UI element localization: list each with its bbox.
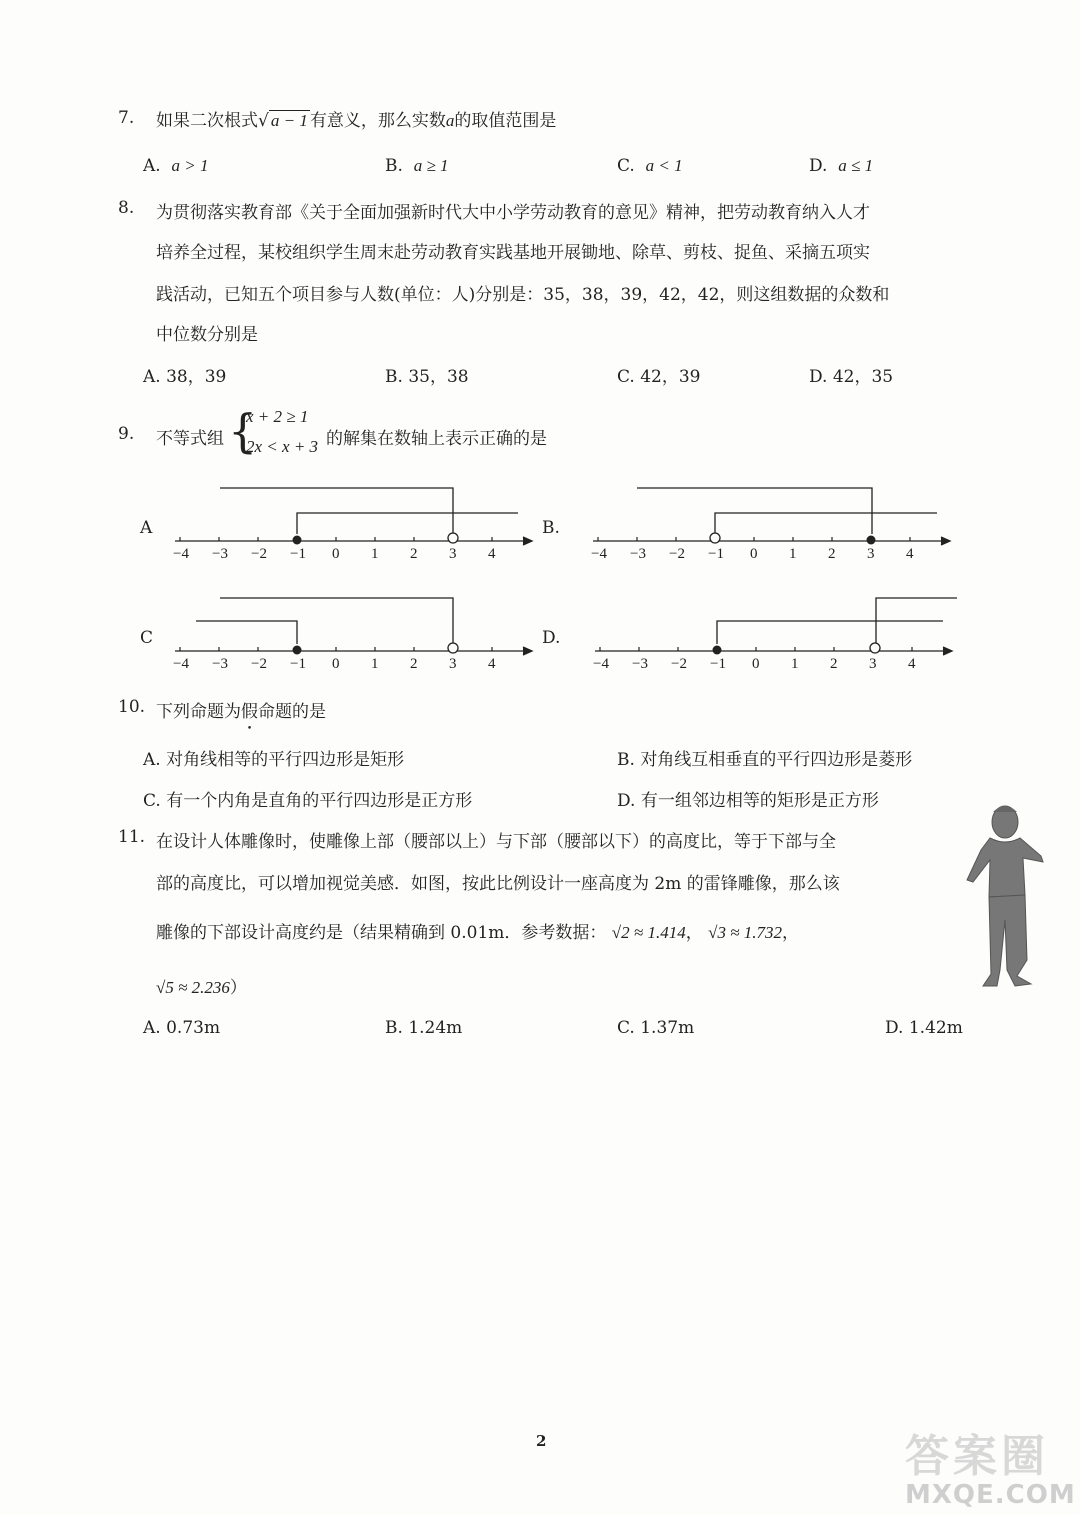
tick-label: −3 (212, 546, 228, 562)
tick-label: −2 (671, 656, 687, 672)
tick-label: −4 (173, 656, 189, 672)
option-label: D. (809, 156, 828, 176)
tick-label: 4 (908, 656, 916, 672)
tick-label: 2 (410, 656, 418, 672)
option-text: a > 1 (171, 156, 209, 175)
q7-stem: 如果二次根式√ a − 1 有意义，那么实数a的取值范围是 (156, 111, 557, 131)
q7-post1: 有意义，那么实数 (309, 111, 446, 131)
tick-label: 4 (906, 546, 914, 562)
option-text: 42，39 (640, 367, 701, 387)
q8-number: 8. (118, 198, 135, 218)
q9-b-open-dot (710, 533, 720, 543)
q9-a-tick-labels (173, 546, 496, 562)
q9-a-arrow (523, 537, 532, 545)
q10-number: 10. (118, 697, 146, 717)
q7-number: 7. (118, 108, 135, 128)
option-text: a < 1 (645, 156, 683, 175)
q9-pre: 不等式组 (156, 429, 224, 449)
q9-b-closed-dot (867, 536, 876, 545)
tick-label: −2 (251, 546, 267, 562)
q10-stem (156, 697, 326, 722)
q9-b-upper-bracket (637, 488, 872, 534)
option-label: B. (385, 367, 403, 387)
option-label: C. (617, 156, 635, 176)
option-text: a ≤ 1 (838, 156, 874, 175)
q9-a-upper-bracket (220, 488, 453, 534)
q11-line-1: 在设计人体雕像时，使雕像上部（腰部以上）与下部（腰部以下）的高度比，等于下部与全 (156, 832, 836, 852)
tick-label: 2 (828, 546, 836, 562)
tick-label: 4 (488, 546, 496, 562)
option-label: D. (617, 791, 636, 811)
tick-label: 0 (752, 656, 760, 672)
q9-a-open-dot (448, 533, 458, 543)
q9-ineq2: 2x < x + 3 (246, 437, 319, 456)
option-text: 对角线互相垂直的平行四边形是菱形 (640, 750, 913, 770)
q7-post2: 的取值范围是 (454, 111, 557, 131)
option-text: 1.42m (908, 1018, 963, 1038)
option-label: C. (617, 1018, 635, 1038)
q10-pre: 下列命题为 (156, 702, 241, 722)
q9-d-open-dot (870, 643, 880, 653)
option-label: D. (809, 367, 828, 387)
option-label: A. (143, 1018, 161, 1038)
option-text: 35，38 (408, 367, 469, 387)
q9-b-arrow (941, 537, 950, 545)
q11-ref-sqrt3: √3 ≈ 1.732 (708, 923, 783, 942)
tick-label: 2 (830, 656, 838, 672)
q10-option-b[interactable] (617, 745, 912, 770)
q10-option-a[interactable] (143, 745, 404, 770)
option-label: B. (385, 1018, 403, 1038)
option-label: D. (885, 1018, 904, 1038)
q7-pre: 如果二次根式 (156, 111, 258, 131)
tick-label: −3 (632, 656, 648, 672)
tick-label: 3 (449, 546, 457, 562)
tick-label: 3 (449, 656, 457, 672)
option-text: 0.73m (166, 1018, 221, 1038)
q8-line-3: 践活动，已知五个项目参与人数(单位：人)分别是：35，38，39，42，42，则这组数据的众数和 (156, 285, 890, 305)
page-number: 2 (536, 1432, 547, 1450)
option-label: B. (617, 750, 635, 770)
q9-b-lower-bracket (715, 513, 937, 534)
q11-line-3: 雕像的下部设计高度约是（结果精确到 0.01m．参考数据： √2 ≈ 1.414， √3 ≈ 1.732， (156, 923, 800, 943)
option-text: 38，39 (166, 367, 227, 387)
tick-label: 0 (750, 546, 758, 562)
tick-label: −1 (708, 546, 724, 562)
option-text: 42，35 (832, 367, 894, 387)
statue-hat-shade (993, 806, 1017, 812)
q9-d-tick-labels (593, 656, 916, 672)
option-text: 有一个内角是直角的平行四边形是正方形 (166, 791, 473, 811)
statue-torso (967, 838, 1043, 897)
tick-label: 1 (371, 546, 379, 562)
q7-radicand: a − 1 (270, 111, 308, 130)
q9-c-tick-labels (173, 656, 496, 672)
q9-c-open-dot (448, 643, 458, 653)
q11-option-c[interactable] (617, 1018, 694, 1038)
option-label: C. (143, 791, 161, 811)
option-text: a ≥ 1 (413, 156, 449, 175)
q11-number: 11. (118, 827, 146, 847)
q9-ineq1: x + 2 ≥ 1 (246, 407, 309, 426)
tick-label: 0 (332, 656, 340, 672)
q11-option-d[interactable] (885, 1018, 963, 1038)
q9-a-lower-bracket (297, 513, 518, 534)
option-label: A. (143, 750, 161, 770)
tick-label: 0 (332, 546, 340, 562)
option-text: 有一组邻边相等的矩形是正方形 (640, 791, 879, 811)
tick-label: −1 (290, 656, 306, 672)
q9-label-a: A (140, 518, 153, 538)
watermark-logo (905, 1420, 1076, 1510)
option-text: 1.24m (408, 1018, 463, 1038)
q11-line-4 (156, 973, 247, 998)
tick-label: −4 (593, 656, 609, 672)
q11-line-2: 部的高度比，可以增加视觉美感．如图，按此比例设计一座高度为 2m 的雷锋雕像，那么该 (156, 874, 840, 894)
q9-b-tick-labels (591, 546, 914, 562)
q9-d-closed-dot (713, 646, 722, 655)
q9-c-arrow (523, 647, 532, 655)
q9-brace: { (228, 404, 258, 458)
q9-number: 9. (118, 424, 135, 444)
q9-d-lower-bracket (717, 621, 943, 644)
q7-var: a (445, 111, 455, 130)
q9-post: 的解集在数轴上表示正确的是 (326, 429, 547, 449)
tick-label: −4 (173, 546, 189, 562)
tick-label: 1 (791, 656, 799, 672)
q9-label-d: D. (542, 628, 561, 648)
q11-option-a[interactable] (143, 1018, 220, 1038)
tick-label: 3 (869, 656, 877, 672)
q11-close-paren: ） (229, 978, 247, 998)
q8-line-2: 培养全过程，某校组织学生周末赴劳动教育实践基地开展锄地、除草、剪枝、捉鱼、采摘五项实 (156, 243, 870, 263)
q10-option-d[interactable] (617, 786, 879, 811)
tick-label: −2 (251, 656, 267, 672)
q8-line-1: 为贯彻落实教育部《关于全面加强新时代大中小学劳动教育的意见》精神，把劳动教育纳入人才 (156, 203, 870, 223)
q11-line-3-text: 雕像的下部设计高度约是（结果精确到 0.01m．参考数据： (156, 923, 607, 943)
tick-label: −1 (710, 656, 726, 672)
q11-ref-sqrt5: √5 ≈ 2.236 (156, 978, 230, 997)
q9-c-lower-bracket (196, 621, 297, 644)
watermark-logo-glyphs: 答案圈 (905, 1431, 1049, 1482)
tick-label: 1 (371, 656, 379, 672)
option-label: A. (143, 156, 161, 176)
q9-label-c: C (140, 628, 154, 648)
watermark-url: MXQE.COM (905, 1480, 1076, 1510)
q11-option-b[interactable] (385, 1018, 462, 1038)
option-text: 1.37m (640, 1018, 695, 1038)
tick-label: −3 (630, 546, 646, 562)
option-label: A. (143, 367, 161, 387)
q10-option-c[interactable] (143, 786, 472, 811)
q9-label-b: B. (542, 518, 560, 538)
option-label: B. (385, 156, 403, 176)
q8-line-4: 中位数分别是 (156, 325, 258, 345)
tick-label: 2 (410, 546, 418, 562)
q9-number-lines (0, 0, 1080, 700)
q10-post: 命题的是 (258, 702, 326, 722)
tick-label: −4 (591, 546, 607, 562)
q9-d-arrow (943, 647, 952, 655)
tick-label: −1 (290, 546, 306, 562)
statue-image (945, 800, 1050, 1000)
q9-a-closed-dot (293, 536, 302, 545)
q9-c-closed-dot (293, 646, 302, 655)
option-label: C. (617, 367, 635, 387)
tick-label: 4 (488, 656, 496, 672)
q11-ref-sqrt2: √2 ≈ 1.414 (611, 923, 686, 942)
tick-label: −2 (669, 546, 685, 562)
tick-label: 3 (867, 546, 875, 562)
statue-legs (983, 895, 1031, 986)
tick-label: 1 (789, 546, 797, 562)
q10-emphasis: 假 (241, 702, 258, 722)
option-text: 对角线相等的平行四边形是矩形 (166, 750, 405, 770)
tick-label: −3 (212, 656, 228, 672)
